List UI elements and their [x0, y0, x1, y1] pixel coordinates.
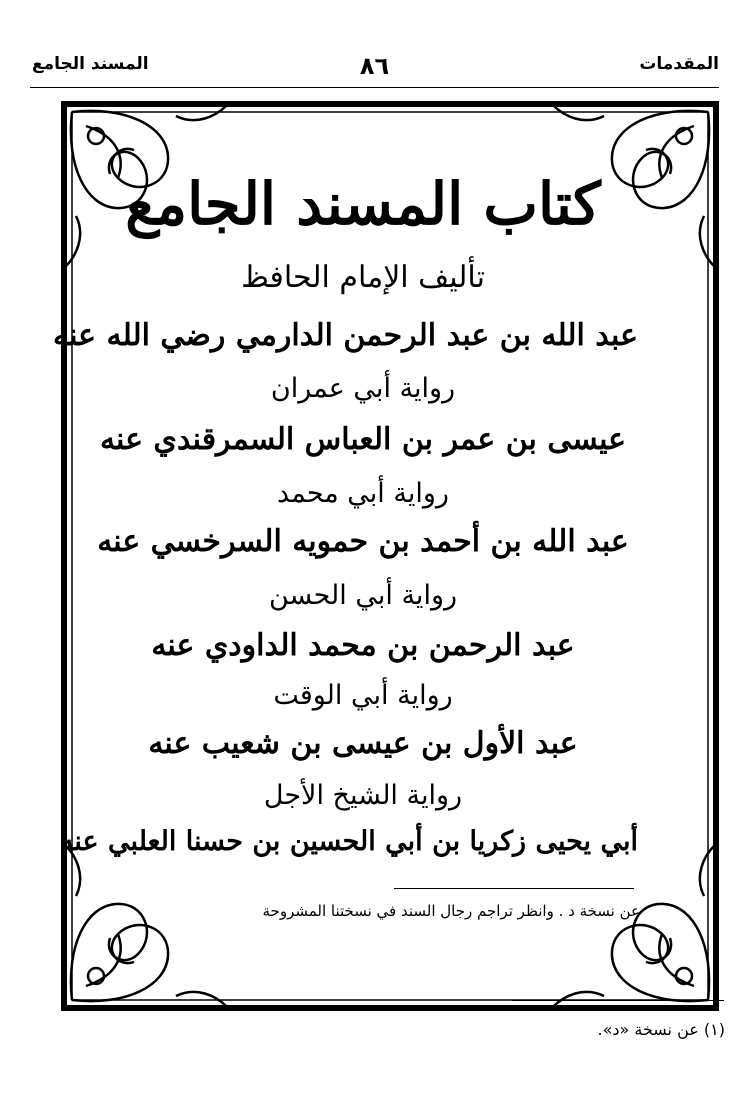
note-rule	[394, 888, 634, 889]
running-head-book-title: المسند الجامع	[32, 54, 149, 74]
header-rule	[30, 87, 719, 88]
book-title: كتاب المسند الجامع	[125, 170, 601, 238]
running-head-section: المقدمات	[639, 54, 719, 74]
chain-line: عيسى بن عمر بن العباس السمرقندي عنه	[99, 422, 627, 457]
chain-line: أبي يحيى زكريا بن أبي الحسين بن حسنا العلبي عنه	[59, 826, 638, 857]
chain-line: رواية أبي محمد	[277, 478, 449, 509]
footnote-rule	[512, 1000, 724, 1001]
chain-line: رواية أبي الحسن	[268, 580, 458, 611]
book-subtitle: تأليف الإمام الحافظ	[241, 260, 485, 295]
chain-line: رواية أبي عمران	[270, 373, 456, 404]
chain-line: رواية أبي الوقت	[273, 680, 453, 711]
footnote: (١) عن نسخة «د».	[597, 1020, 725, 1039]
title-page-note: عن نسخة د . وانظر تراجم رجال السند في نسختنا المشروحة	[262, 902, 640, 920]
chain-line: عبد الله بن أحمد بن حمويه السرخسي عنه	[97, 524, 629, 559]
chain-line: عبد الله بن عبد الرحمن الدارمي رضي الله عنه	[53, 318, 638, 353]
chain-line: رواية الشيخ الأجل	[263, 780, 463, 811]
chain-line: عبد الأول بن عيسى بن شعيب عنه	[148, 726, 578, 761]
chain-line: عبد الرحمن بن محمد الداودي عنه	[151, 628, 575, 663]
page-number: ٨٦	[359, 52, 390, 80]
